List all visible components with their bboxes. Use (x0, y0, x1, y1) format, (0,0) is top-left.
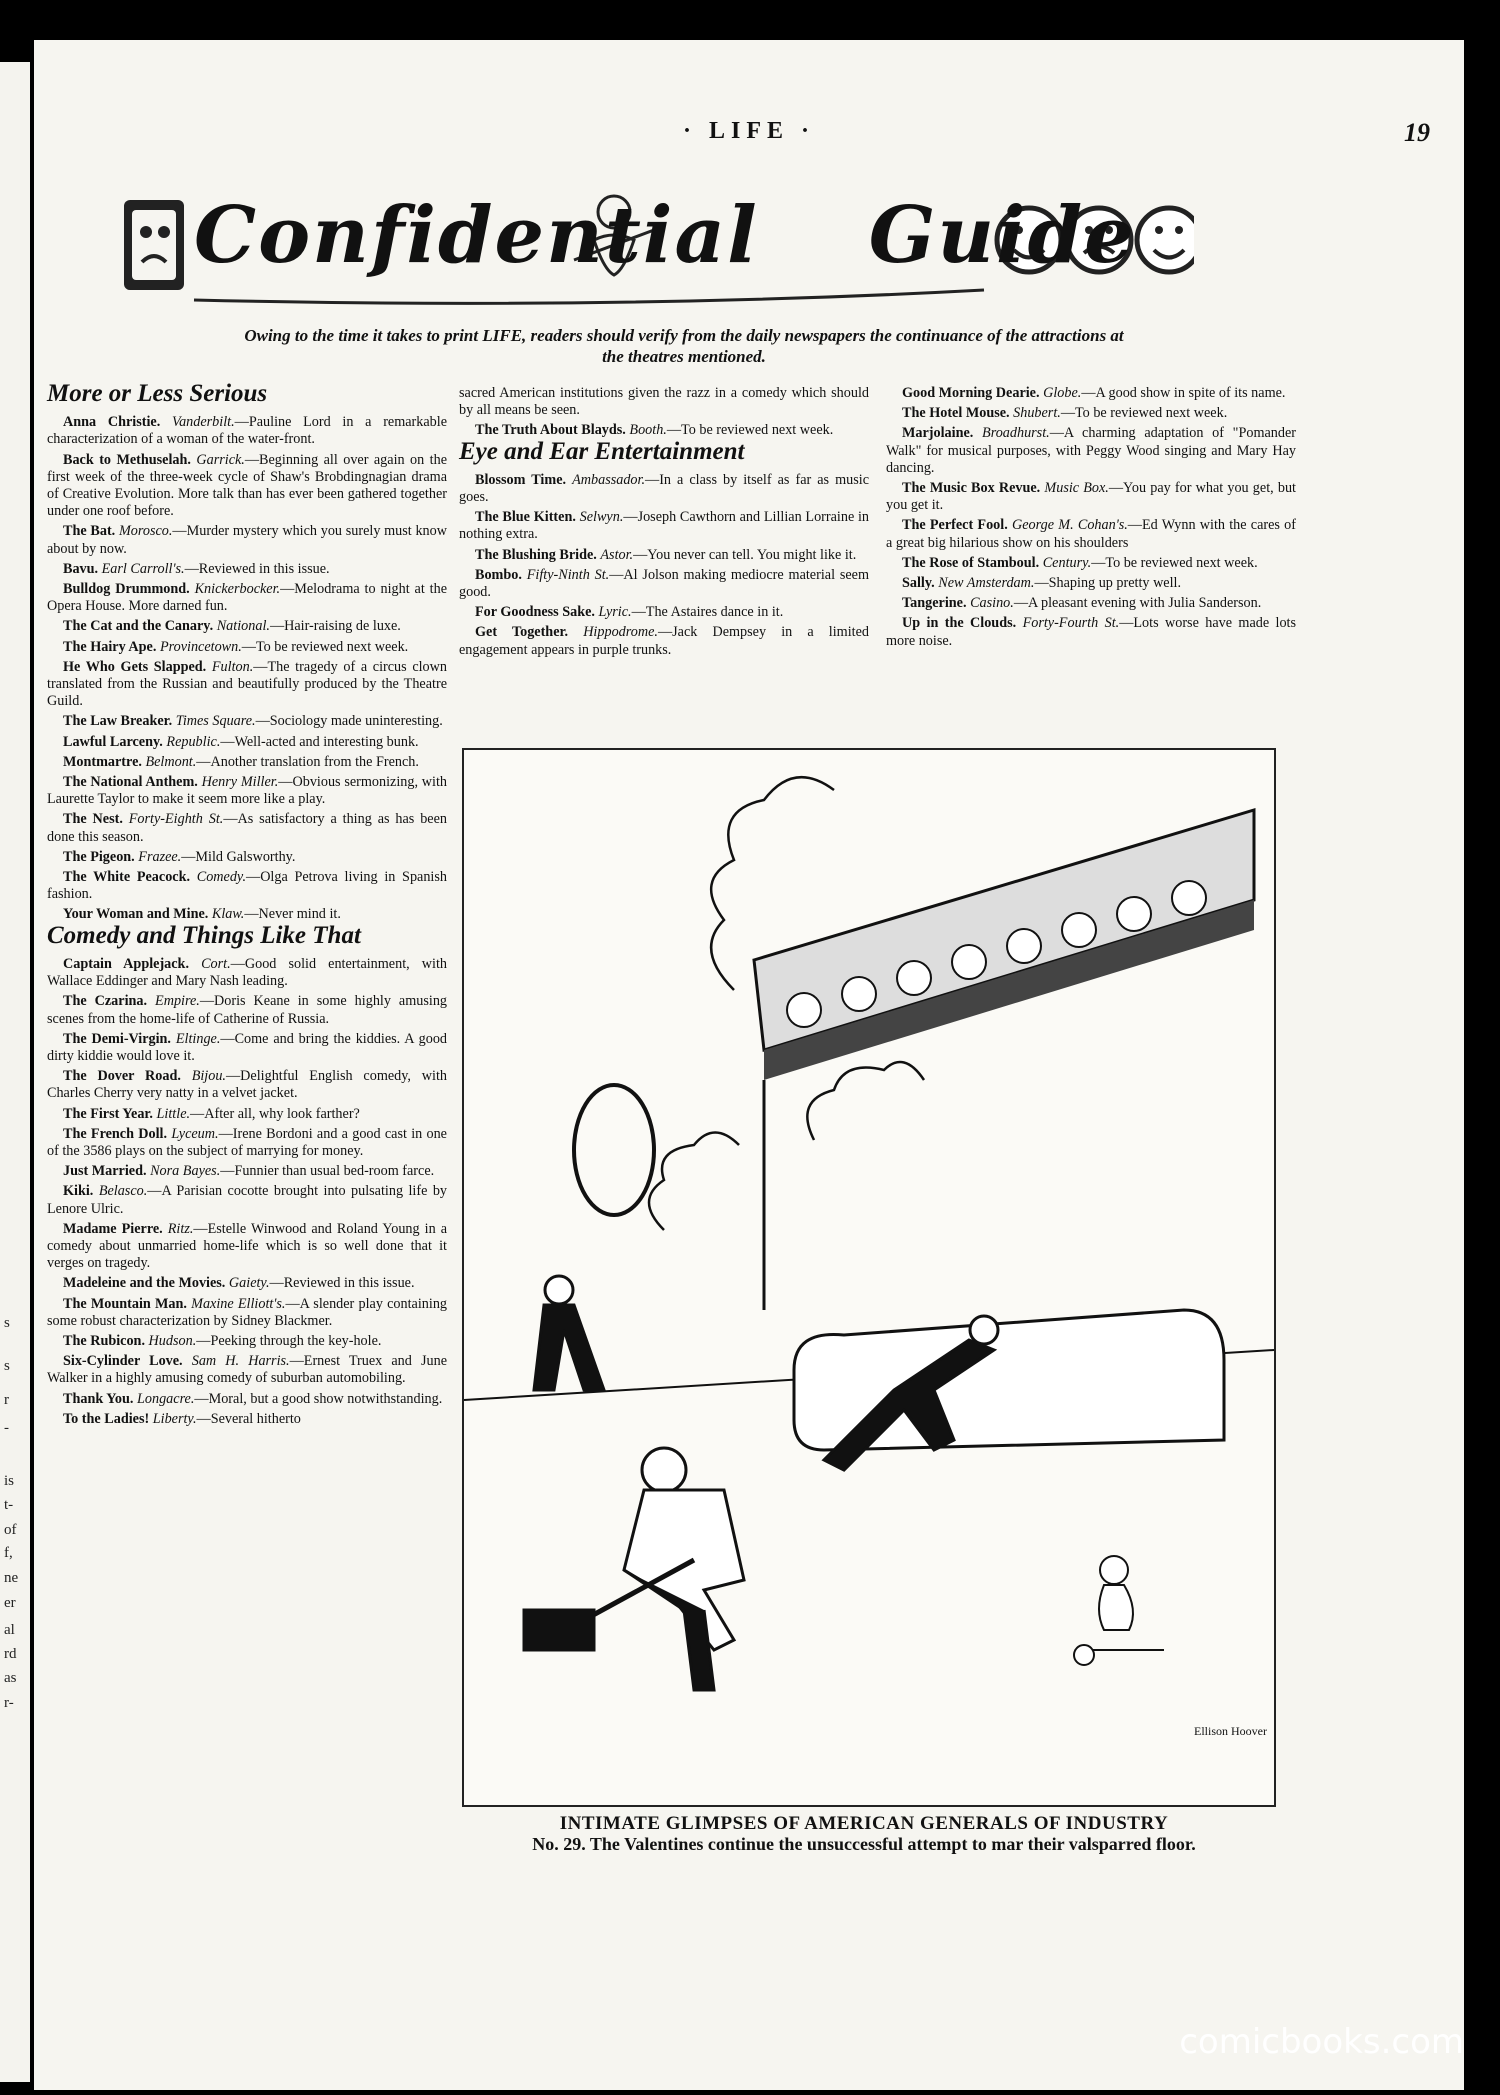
theatre-name: Booth. (629, 422, 667, 439)
listing-description: —Never mind it. (244, 906, 341, 923)
listing-description: —The tragedy of a circus clown translated from the Russian and beautifully produced by the Theatre Guild. (47, 658, 447, 710)
listing-entry (47, 1296, 447, 1330)
listing-description: —To be reviewed next week. (666, 422, 834, 439)
caption-title: INTIMATE GLIMPSES OF AMERICAN GENERALS OF INDUSTRY (559, 1813, 1169, 1834)
listing-entry (47, 1391, 447, 1408)
theatre-name: Belmont. (145, 753, 197, 770)
listing-description: —Irene Bordoni and a good cast in one of the 3586 plays on the subject of marrying for money. (47, 1125, 447, 1159)
masthead-swash (194, 290, 984, 303)
listing-entry (47, 561, 447, 578)
show-title: The Blushing Bride. (475, 546, 597, 563)
section-heading-comedy: Comedy and Things Like That (47, 921, 361, 949)
show-title: For Goodness Sake. (475, 604, 595, 621)
listing-entry (47, 523, 447, 557)
listing-description: —To be reviewed next week. (241, 638, 409, 655)
show-title: Montmartre. (63, 753, 142, 770)
listing-description: —A pleasant evening with Julia Sanderson. (1013, 595, 1262, 612)
listing-description: —You pay for what you get, but you get it. (886, 480, 1296, 514)
listing-description: —Lots worse have made lots more noise. (886, 615, 1297, 649)
listing-entry (47, 1411, 447, 1428)
theatre-name: Sam H. Harris. (191, 1353, 290, 1370)
listing-description: —Ed Wynn with the cares of a great big hilarious show on his shoulders (886, 517, 1296, 551)
notice-text: Owing to the time it takes to print LIFE, readers should verify from the daily newspapers the continuance of the attractions at the theatres mentioned. (244, 326, 1124, 366)
listing-description: —After all, why look farther? (190, 1105, 360, 1122)
theatre-name: Hudson. (148, 1332, 197, 1349)
listing-entry (459, 567, 869, 601)
listing-entry (47, 956, 447, 990)
left-page-fragment: - (4, 1420, 9, 1436)
show-title: The First Year. (63, 1105, 153, 1122)
show-title: Bulldog Drummond. (63, 581, 190, 598)
listing-entry (47, 849, 447, 866)
show-title: Bavu. (63, 560, 99, 577)
theatre-name: Fifty-Ninth St. (526, 566, 610, 583)
show-title: Tangerine. (902, 595, 967, 612)
theatre-name: Music Box. (1044, 480, 1109, 497)
butler-figure (534, 1276, 604, 1390)
listing-entry (47, 734, 447, 751)
theatre-name: Broadhurst. (982, 425, 1050, 442)
child-on-scooter-figure (1074, 1556, 1164, 1665)
theatre-name: Longacre. (137, 1390, 195, 1407)
show-title: Your Woman and Mine. (63, 906, 209, 923)
listing-entry (459, 509, 869, 543)
show-title: The Perfect Fool. (902, 517, 1008, 534)
magazine-page (34, 40, 1464, 2090)
show-title: Just Married. (63, 1163, 147, 1180)
listing-description: —Funnier than usual bed-room farce. (220, 1163, 435, 1180)
theatre-name: Eltinge. (175, 1030, 221, 1047)
theatre-name: Morosco. (118, 523, 173, 540)
theatre-name: Ambassador. (572, 471, 646, 488)
cartoon-signature: Ellison Hoover (1194, 1724, 1267, 1738)
listing-entry (47, 1221, 447, 1273)
theatre-name: Liberty. (152, 1410, 197, 1427)
listing-entry (47, 414, 447, 448)
show-title: The Cat and the Canary. (63, 618, 214, 635)
listing-description: —Several hitherto (196, 1410, 301, 1427)
theatre-name: Times Square. (175, 713, 256, 730)
show-title: The Blue Kitten. (475, 509, 576, 526)
show-title: The Law Breaker. (63, 713, 173, 730)
show-title: The Demi-Virgin. (63, 1030, 171, 1047)
listing-description: —Doris Keane in some highly amusing scenes from the home-life of Catherine of Russia. (47, 993, 448, 1027)
listing-description: —Good solid entertainment, with Wallace Eddinger and Mary Nash leading. (47, 955, 447, 990)
listing-entry (47, 774, 447, 808)
left-page-fragment: s (4, 1315, 10, 1331)
listing-entry (47, 1126, 447, 1160)
listing-description: —Well-acted and interesting bunk. (220, 733, 419, 750)
theatre-name: Globe. (1043, 385, 1082, 401)
show-title: To the Ladies! (63, 1410, 150, 1427)
mirror (574, 1085, 654, 1215)
page-number: 19 (1404, 118, 1430, 147)
listing-description: —Murder mystery which you surely must know about by now. (47, 523, 447, 557)
listing-entry (47, 452, 447, 521)
theatre-name: Earl Carroll's. (101, 560, 185, 577)
theatre-name: Ritz. (167, 1220, 194, 1237)
listing-entry (47, 754, 447, 771)
theatre-name: Bijou. (191, 1068, 226, 1085)
theatre-name: Century. (1042, 554, 1092, 571)
show-title: Up in the Clouds. (902, 615, 1017, 632)
listing-entry (886, 405, 1296, 422)
left-page-fragment: rd (4, 1646, 17, 1662)
listing-description: —In a class by itself as far as music goes. (459, 471, 869, 506)
show-title: Kiki. (63, 1183, 94, 1200)
left-page-fragment: ne (4, 1570, 19, 1586)
listing-entry (47, 1275, 447, 1292)
listing-entry (886, 425, 1296, 477)
section-heading-serious: More or Less Serious (47, 380, 268, 407)
theatre-name: Comedy. (196, 869, 246, 886)
left-page-fragment: r- (4, 1695, 14, 1711)
show-title: The National Anthem. (63, 774, 198, 791)
listing-description: —Beginning all over again on the first week of the three-week cycle of Shaw's Brobdingnagian drama of Creative Evolution. More talk than has ever been gathered together under one roof before. (47, 451, 448, 520)
theatre-name: Cort. (201, 955, 231, 972)
listing-entry (459, 547, 869, 564)
serious-list (47, 414, 447, 923)
theatre-name: Lyceum. (171, 1125, 219, 1142)
listing-entry (47, 1068, 447, 1102)
listing-entry (886, 480, 1296, 514)
listing-entry (47, 1106, 447, 1123)
cartoon-illustration (462, 748, 1276, 1807)
listing-description: —A charming adaptation of "Pomander Walk" for musical purposes, with Peggy Wood singing and Mary Hay dancing. (886, 425, 1296, 476)
theatre-name: Empire. (155, 993, 200, 1010)
listing-entry (47, 1031, 447, 1065)
left-page-fragment: t- (4, 1497, 14, 1513)
masthead (114, 180, 1194, 330)
listing-description: —A Parisian cocotte brought into pulsating life by Lenore Ulric. (47, 1183, 448, 1217)
show-title: The Pigeon. (63, 848, 135, 865)
listing-description: —Ernest Truex and June Walker in a highly amusing comedy of suburban automobiling. (47, 1353, 447, 1387)
listing-description: —A slender play containing some robust characterization by Sidney Blackmer. (47, 1295, 448, 1329)
show-title: Lawful Larceny. (63, 733, 163, 750)
listing-description: —Olga Petrova living in Spanish fashion. (47, 869, 447, 903)
hammer-man-figure (524, 1448, 744, 1690)
left-page-fragment: is (4, 1473, 15, 1489)
show-title: The Hotel Mouse. (902, 405, 1010, 422)
show-title: Madeleine and the Movies. (63, 1275, 226, 1292)
left-page-fragment: er (4, 1595, 16, 1611)
show-title: Back to Methuselah. (63, 451, 191, 468)
listing-entry (47, 811, 447, 845)
eye-ear-list-continued (886, 385, 1296, 650)
left-page-fragment: s (4, 1358, 10, 1374)
theatre-name: Belasco. (98, 1183, 148, 1200)
show-title: He Who Gets Slapped. (63, 658, 207, 675)
masthead-title-right: Guide (868, 190, 1136, 281)
listing-description: —Al Jolson making mediocre material seem good. (459, 566, 869, 601)
eye-ear-list (459, 472, 869, 659)
listing-description: —Joseph Cawthorn and Lillian Lorraine in nothing extra. (459, 509, 870, 543)
listing-description: —Estelle Winwood and Roland Young in a comedy about unmarried home-life which is so well done that it verges on tragedy. (47, 1220, 448, 1272)
theatre-name: Frazee. (138, 848, 182, 865)
left-page-fragment: f, (4, 1545, 13, 1561)
listing-entry (47, 659, 447, 711)
theatre-name: Shubert. (1013, 405, 1061, 422)
left-page-fragment: al (4, 1622, 15, 1638)
show-title: Bombo. (475, 566, 522, 583)
theatre-name: Nora Bayes. (150, 1163, 221, 1180)
theatre-name: Gaiety. (228, 1275, 270, 1292)
listing-description: —Melodrama to night at the Opera House. More darned fun. (47, 581, 447, 615)
listing-entry (47, 639, 447, 656)
listing-entry (47, 1183, 447, 1217)
theatre-name: Klaw. (211, 906, 245, 923)
show-title: The Dover Road. (63, 1068, 181, 1085)
left-page-fragment: of (4, 1522, 17, 1538)
theatre-name: Casino. (970, 595, 1014, 612)
column-right (886, 385, 1296, 653)
theatre-name: Forty-Fourth St. (1022, 615, 1120, 632)
show-title: Madame Pierre. (63, 1220, 163, 1237)
listing-entry (886, 385, 1296, 402)
listing-description: —Another translation from the French. (196, 753, 419, 770)
listing-description: —You never can tell. You might like it. (633, 546, 857, 563)
listing-description: —To be reviewed next week. (1060, 405, 1228, 422)
listing-entry (47, 869, 447, 903)
theatre-name: Maxine Elliott's. (191, 1295, 286, 1312)
listing-description: —Come and bring the kiddies. A good dirty kiddie would love it. (47, 1030, 448, 1064)
theatre-name: Astor. (600, 546, 634, 563)
listing-entry (886, 517, 1296, 551)
listing-description: —The Astaires dance in it. (631, 604, 784, 621)
show-title: Sally. (902, 575, 935, 592)
caption-text: No. 29. The Valentines continue the unsuccessful attempt to mar their valsparred floor. (532, 1834, 1196, 1854)
show-title: The Czarina. (63, 993, 148, 1010)
theatre-name: Provincetown. (159, 638, 242, 655)
theatre-name: Selwyn. (579, 509, 624, 526)
continued-text: sacred American institutions given the razz in a comedy which should by all means be seen. (459, 385, 869, 419)
column-left (47, 380, 448, 1431)
show-title: Anna Christie. (63, 414, 161, 431)
show-title: The Mountain Man. (63, 1295, 187, 1312)
listing-description: —Shaping up pretty well. (1034, 575, 1182, 592)
listing-description: —Pauline Lord in a remarkable characterization of a woman of the water-front. (47, 414, 447, 448)
show-title: Good Morning Dearie. (902, 385, 1040, 401)
theatre-name: Henry Miller. (201, 774, 279, 791)
show-title: The Rubicon. (63, 1332, 145, 1349)
theatre-name: New Amsterdam. (938, 575, 1035, 592)
theatre-name: George M. Cohan's. (1012, 517, 1128, 534)
listing-entry (47, 993, 447, 1027)
running-head: · LIFE · (682, 118, 816, 144)
listing-entry (47, 713, 447, 730)
listing-description: —Peeking through the key-hole. (196, 1332, 382, 1349)
listing-entry (886, 615, 1296, 649)
show-title: Get Together. (475, 624, 569, 641)
theatre-name: Hippodrome. (583, 624, 658, 641)
listing-entry (47, 1333, 447, 1350)
theatre-name: Forty-Eighth St. (128, 811, 224, 828)
show-title: The White Peacock. (63, 869, 191, 886)
listing-description: —Reviewed in this issue. (184, 560, 330, 577)
masthead-title (194, 190, 1136, 281)
show-title: The Hairy Ape. (63, 638, 157, 655)
section-heading-eye-ear: Eye and Ear Entertainment (459, 437, 745, 465)
listing-entry (459, 624, 869, 658)
listing-description: —To be reviewed next week. (1091, 554, 1258, 571)
masthead-title-left: Confidential (194, 190, 759, 281)
column-middle (459, 385, 869, 662)
listing-description: —Delightful English comedy, with Charles Cherry very natty in a velvet jacket. (47, 1068, 447, 1102)
theatre-name: Little. (156, 1105, 191, 1122)
theatre-name: Knickerbocker. (194, 581, 281, 598)
theatre-name: Fulton. (211, 658, 254, 675)
show-title: Marjolaine. (902, 425, 974, 442)
listing-entry (47, 581, 447, 615)
listing-entry (886, 595, 1296, 612)
listing-description: —Obvious sermonizing, with Laurette Taylor to make it seem more like a play. (47, 774, 448, 808)
show-title: Captain Applejack. (63, 955, 189, 972)
cartoon-caption (414, 1813, 1314, 1855)
show-title: The French Doll. (63, 1125, 168, 1142)
listing-description: —Mild Galsworthy. (181, 848, 296, 865)
listing-description: —Moral, but a good show notwithstanding. (194, 1390, 443, 1407)
show-title: The Nest. (63, 811, 123, 828)
theatre-name: Vanderbilt. (171, 414, 235, 431)
theatre-name: National. (216, 618, 270, 635)
watermark: comicbooks.com (1179, 2022, 1464, 2062)
theatre-name: Republic. (166, 733, 221, 750)
cartoon-drawing (464, 750, 1274, 1805)
show-title: Six-Cylinder Love. (63, 1353, 183, 1370)
listing-description: —Sociology made uninteresting. (255, 713, 443, 730)
listing-entry (886, 555, 1296, 572)
show-title: The Rose of Stamboul. (902, 554, 1040, 571)
listing-entry (47, 1163, 447, 1180)
theatre-name: Garrick. (196, 451, 245, 468)
listing-description: —Jack Dempsey in a limited engagement appears in purple trunks. (459, 624, 869, 658)
listing-entry (886, 575, 1296, 592)
show-title: Thank You. (63, 1390, 134, 1407)
show-title: The Music Box Revue. (902, 480, 1041, 497)
previous-page-edge (0, 62, 30, 2082)
comedy-list (47, 956, 447, 1428)
theatre-name: Lyric. (598, 604, 632, 621)
left-page-fragment: as (4, 1670, 17, 1686)
listing-entry (459, 472, 869, 506)
show-title: The Truth About Blayds. (475, 422, 626, 439)
left-page-fragment: r (4, 1392, 9, 1408)
listing-entry (47, 1353, 447, 1387)
listing-description: —A good show in spite of its name. (1081, 385, 1286, 401)
tragedy-mask-icon (124, 200, 184, 290)
show-title: Blossom Time. (475, 471, 567, 488)
listing-entry (47, 618, 447, 635)
show-title: The Bat. (63, 523, 116, 540)
listing-description: —Reviewed in this issue. (269, 1275, 415, 1292)
listing-description: —Hair-raising de luxe. (269, 618, 401, 635)
listing-entry (459, 604, 869, 621)
listing-description: —As satisfactory a thing as has been done this season. (47, 811, 447, 845)
